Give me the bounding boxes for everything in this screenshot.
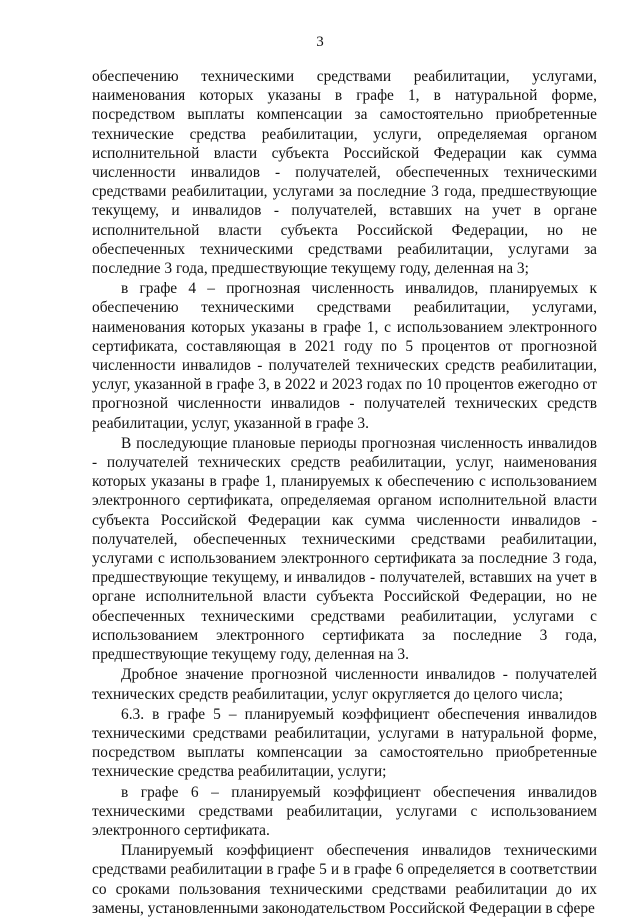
page-number: 3 [316, 34, 324, 50]
paragraph-rounding: Дробное значение прогнозной численности инвалидов - получателей технических средств реабилитации, услуг округляется до целого числа; [92, 666, 597, 703]
paragraph-planned-coefficient: Планируемый коэффициент обеспечения инвалидов техническими средствами реабилитации в графе 5 и в графе 6 определяется в соответствии со сроками пользования техническими средствами реабилитации до их замены, установленными законодательством Российской Федерации в сфере [92, 842, 597, 917]
paragraph-continuation: обеспечению техническими средствами реабилитации, услугами, наименования которых указаны в графе 1, в натуральной форме, посредством выплаты компенсации за самостоятельно приобретенные технические средства реабилитации, услуги, определяемая органом исполнительной власти субъекта Российской Федерации как сумма численности инвалидов - получателей, обеспеченных техническими средствами реабилитации, услугами за последние 3 года, предшествующие текущему, и инвалидов - получателей, вставших на учет в органе исполнительной власти субъекта Российской Федерации, но не обеспеченных техническими средствами реабилитации, услугами за последние 3 года, предшествующие текущему году, деленная на 3; [92, 68, 597, 278]
paragraph-6-3-column-5: 6.3. в графе 5 – планируемый коэффициент обеспечения инвалидов техническими средствами реабилитации, услугами в натуральной форме, посредством выплаты компенсации за самостоятельно приобретенные технические средства реабилитации, услуги; [92, 705, 597, 781]
paragraph-column-4: в графе 4 – прогнозная численность инвалидов, планируемых к обеспечению техническими средствами реабилитации, услугами, наименования которых указаны в графе 1, с использованием электронного сертификата, составляющая в 2021 году по 5 процентов от прогнозной численности инвалидов - получателей технических средств реабилитации, услуг, указанной в графе 3, в 2022 и 2023 годах по 10 процентов ежегодно от прогнозной численности инвалидов - получателей технических средств реабилитации, услуг, указанной в графе 3. [92, 280, 597, 432]
paragraph-column-6: в графе 6 – планируемый коэффициент обеспечения инвалидов техническими средствами реабилитации, услугами с использованием электронного сертификата. [92, 783, 597, 839]
document-body [92, 67, 597, 919]
paragraph-subsequent-periods: В последующие плановые периоды прогнозная численность инвалидов - получателей технических средств реабилитации, услуг, наименования которых указаны в графе 1, планируемых к обеспечению с использованием электронного сертификата, определяемая органом исполнительной власти субъекта Российской Федерации как сумма численности инвалидов - получателей, обеспеченных техническими средствами реабилитации, услугами с использованием электронного сертификата за последние 3 года, предшествующие текущему, и инвалидов - получателей, вставших на учет в органе исполнительной власти субъекта Российской Федерации, но не обеспеченных техническими средствами реабилитации, услугами с использованием электронного сертификата за последние 3 года, предшествующие текущему году, деленная на 3. [92, 434, 597, 664]
